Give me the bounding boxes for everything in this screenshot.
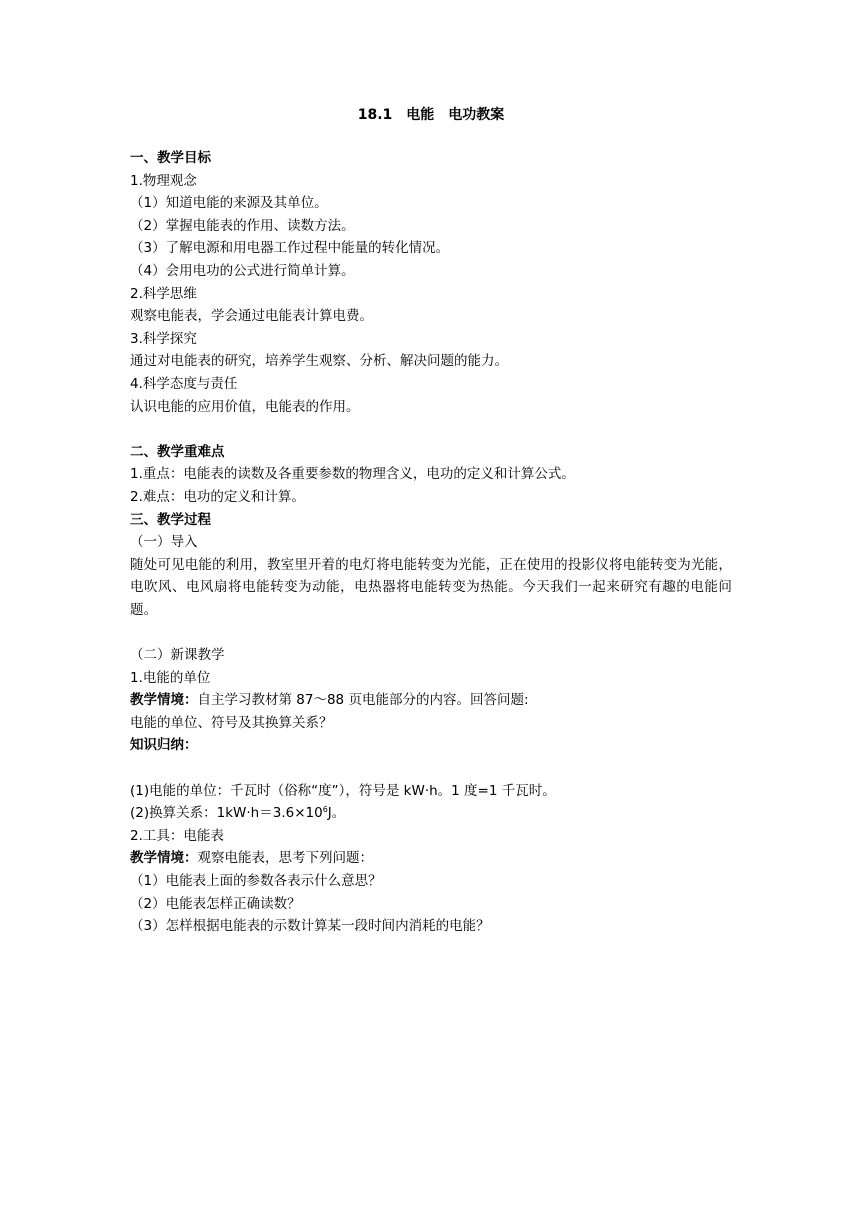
goal-item: （3）了解电源和用电器工作过程中能量的转化情况。 [130,240,450,257]
scenario-question: 电能的单位、符号及其换算关系？ [130,714,333,731]
conversion-unit: J。 [327,805,346,822]
document-title: 18.1 电能 电功教案 [357,107,505,123]
subheading-meter-tool: 2.工具：电能表 [130,827,224,844]
scenario-label: 教学情境： [130,850,198,867]
scenario-text: 观察电能表，思考下列问题： [197,850,373,867]
summary-fact-conversion [130,802,732,825]
section-heading-goals: 一、教学目标 [130,150,211,166]
knowledge-summary-label: 知识归纳： [130,737,198,754]
teaching-scenario [130,847,732,870]
summary-fact: (1)电能的单位：千瓦时（俗称“度”），符号是 kW·h。1 度=1 千瓦时。 [130,782,556,799]
scenario-text: 自主学习教材第 87～88 页电能部分的内容。回答问题: [197,692,529,709]
section-heading-process: 三、教学过程 [130,511,211,528]
teaching-scenario [130,689,732,712]
goal-item: （2）掌握电能表的作用、读数方法。 [130,217,355,234]
meter-question: （3）怎样根据电能表的示数计算某一段时间内消耗的电能？ [130,918,490,935]
subheading-physics-concept: 1.物理观念 [130,172,197,189]
conversion-text: (2)换算关系：1kW·h＝3.6×10 [130,805,323,822]
blank-line [130,757,732,780]
section-heading-key-points: 二、教学重难点 [130,443,225,460]
subheading-energy-unit: 1.电能的单位 [130,669,211,686]
subheading-introduction: （一）导入 [130,534,198,551]
blank-line [130,418,732,441]
scenario-label: 教学情境： [130,692,198,709]
blank-line [130,621,732,644]
key-point: 1.重点：电能表的读数及各重要参数的物理含义，电功的定义和计算公式。 [130,466,575,483]
exponent: 6 [322,805,328,815]
subheading-scientific-inquiry: 3.科学探究 [130,330,197,347]
subheading-attitude: 4.科学态度与责任 [130,375,238,392]
goal-text: 认识电能的应用价值，电能表的作用。 [130,398,360,415]
introduction-paragraph: 随处可见电能的利用，教室里开着的电灯将电能转变为光能，正在使用的投影仪将电能转变为光能，电吹风、电风扇将电能转变为动能，电热器将电能转变为热能。今天我们一起来研究有趣的电能问题。 [130,556,732,618]
subheading-new-lesson: （二）新课教学 [130,647,225,664]
goal-item: （4）会用电功的公式进行简单计算。 [130,262,355,279]
goal-text: 观察电能表，学会通过电能表计算电费。 [130,308,373,325]
meter-question: （2）电能表怎样正确读数？ [130,895,301,912]
meter-question: （1）电能表上面的参数各表示什么意思？ [130,873,382,889]
goal-item: （1）知道电能的来源及其单位。 [130,195,328,212]
difficult-point: 2.难点：电功的定义和计算。 [130,488,305,505]
goal-text: 通过对电能表的研究，培养学生观察、分析、解决问题的能力。 [130,353,508,370]
subheading-scientific-thinking: 2.科学思维 [130,285,197,302]
